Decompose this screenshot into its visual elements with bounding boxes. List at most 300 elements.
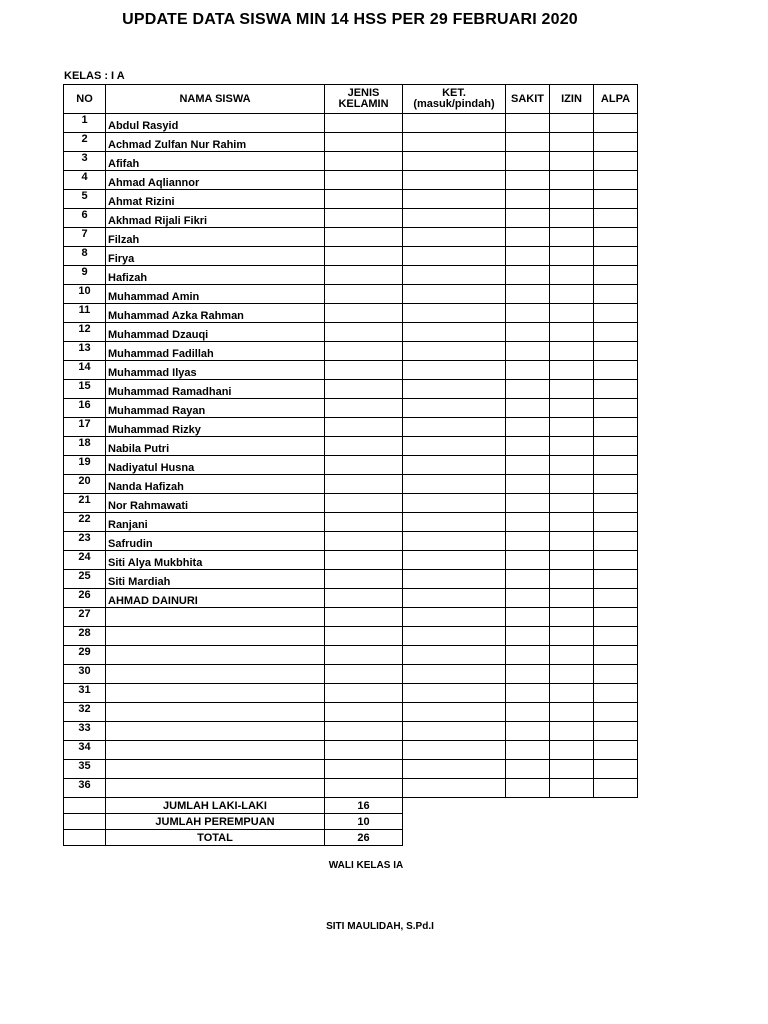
- student-name: [106, 684, 325, 703]
- cell-izin: [550, 171, 594, 190]
- cell-izin: [550, 779, 594, 798]
- cell-sakit: [506, 361, 550, 380]
- cell-jenis-kelamin: [325, 190, 403, 209]
- cell-jenis-kelamin: [325, 437, 403, 456]
- row-number: 21: [64, 494, 106, 513]
- col-header-ket: [403, 85, 506, 114]
- summary-row: [64, 814, 638, 830]
- cell-sakit: [506, 741, 550, 760]
- row-number: 13: [64, 342, 106, 361]
- summary-blank: [64, 814, 106, 830]
- row-number: 34: [64, 741, 106, 760]
- summary-label: JUMLAH LAKI-LAKI: [106, 798, 325, 814]
- table-row: [64, 114, 638, 133]
- student-name: Siti Alya Mukbhita: [106, 551, 325, 570]
- table-row: [64, 228, 638, 247]
- cell-izin: [550, 532, 594, 551]
- row-number: 11: [64, 304, 106, 323]
- cell-jenis-kelamin: [325, 285, 403, 304]
- cell-keterangan: [403, 266, 506, 285]
- row-number: 4: [64, 171, 106, 190]
- cell-sakit: [506, 209, 550, 228]
- summary-row: [64, 798, 638, 814]
- cell-jenis-kelamin: [325, 114, 403, 133]
- student-name: Nor Rahmawati: [106, 494, 325, 513]
- cell-keterangan: [403, 722, 506, 741]
- col-header-jenis-line1: JENIS: [347, 87, 380, 99]
- cell-izin: [550, 228, 594, 247]
- cell-keterangan: [403, 589, 506, 608]
- cell-alpa: [594, 684, 638, 703]
- row-number: 36: [64, 779, 106, 798]
- cell-sakit: [506, 380, 550, 399]
- student-name: Abdul Rasyid: [106, 114, 325, 133]
- table-header-row: [64, 85, 638, 114]
- cell-alpa: [594, 323, 638, 342]
- summary-label: TOTAL: [106, 830, 325, 846]
- cell-keterangan: [403, 399, 506, 418]
- table-row: [64, 152, 638, 171]
- cell-keterangan: [403, 532, 506, 551]
- student-name: Ranjani: [106, 513, 325, 532]
- table-row: [64, 266, 638, 285]
- cell-jenis-kelamin: [325, 589, 403, 608]
- student-name: Muhammad Fadillah: [106, 342, 325, 361]
- summary-empty: [403, 830, 638, 846]
- cell-izin: [550, 114, 594, 133]
- cell-izin: [550, 209, 594, 228]
- cell-keterangan: [403, 133, 506, 152]
- cell-sakit: [506, 418, 550, 437]
- cell-alpa: [594, 665, 638, 684]
- cell-jenis-kelamin: [325, 323, 403, 342]
- cell-izin: [550, 551, 594, 570]
- table-row: [64, 437, 638, 456]
- student-name: [106, 741, 325, 760]
- cell-izin: [550, 760, 594, 779]
- cell-sakit: [506, 133, 550, 152]
- cell-keterangan: [403, 114, 506, 133]
- cell-izin: [550, 665, 594, 684]
- cell-alpa: [594, 266, 638, 285]
- cell-jenis-kelamin: [325, 760, 403, 779]
- summary-label: JUMLAH PEREMPUAN: [106, 814, 325, 830]
- cell-alpa: [594, 494, 638, 513]
- cell-sakit: [506, 760, 550, 779]
- cell-jenis-kelamin: [325, 513, 403, 532]
- cell-alpa: [594, 304, 638, 323]
- table-row: [64, 456, 638, 475]
- row-number: 15: [64, 380, 106, 399]
- row-number: 32: [64, 703, 106, 722]
- student-name: [106, 646, 325, 665]
- cell-izin: [550, 247, 594, 266]
- cell-sakit: [506, 323, 550, 342]
- student-name: [106, 665, 325, 684]
- cell-sakit: [506, 551, 550, 570]
- student-name: Muhammad Rizky: [106, 418, 325, 437]
- table-row: [64, 190, 638, 209]
- summary-blank: [64, 798, 106, 814]
- row-number: 8: [64, 247, 106, 266]
- cell-sakit: [506, 684, 550, 703]
- table-row: [64, 361, 638, 380]
- table-row: [64, 513, 638, 532]
- cell-keterangan: [403, 475, 506, 494]
- summary-value: 16: [325, 798, 403, 814]
- table-row: [64, 646, 638, 665]
- student-name: Ahmad Aqliannor: [106, 171, 325, 190]
- row-number: 5: [64, 190, 106, 209]
- cell-keterangan: [403, 323, 506, 342]
- cell-sakit: [506, 722, 550, 741]
- cell-sakit: [506, 646, 550, 665]
- cell-alpa: [594, 228, 638, 247]
- class-label: KELAS : I A: [64, 70, 125, 82]
- table-row: [64, 627, 638, 646]
- cell-jenis-kelamin: [325, 133, 403, 152]
- cell-keterangan: [403, 152, 506, 171]
- cell-izin: [550, 190, 594, 209]
- student-name: Nabila Putri: [106, 437, 325, 456]
- cell-jenis-kelamin: [325, 456, 403, 475]
- table-row: [64, 247, 638, 266]
- student-name: Firya: [106, 247, 325, 266]
- cell-izin: [550, 380, 594, 399]
- row-number: 26: [64, 589, 106, 608]
- col-header-no: NO: [64, 85, 106, 114]
- cell-alpa: [594, 399, 638, 418]
- cell-sakit: [506, 513, 550, 532]
- row-number: 3: [64, 152, 106, 171]
- cell-sakit: [506, 437, 550, 456]
- row-number: 25: [64, 570, 106, 589]
- cell-jenis-kelamin: [325, 247, 403, 266]
- cell-alpa: [594, 380, 638, 399]
- summary-blank: [64, 830, 106, 846]
- cell-izin: [550, 456, 594, 475]
- row-number: 24: [64, 551, 106, 570]
- cell-keterangan: [403, 494, 506, 513]
- student-name: Muhammad Ramadhani: [106, 380, 325, 399]
- cell-keterangan: [403, 608, 506, 627]
- cell-sakit: [506, 475, 550, 494]
- cell-izin: [550, 741, 594, 760]
- cell-keterangan: [403, 760, 506, 779]
- cell-alpa: [594, 760, 638, 779]
- table-row: [64, 722, 638, 741]
- cell-alpa: [594, 513, 638, 532]
- row-number: 35: [64, 760, 106, 779]
- cell-sakit: [506, 779, 550, 798]
- cell-alpa: [594, 703, 638, 722]
- student-name: Siti Mardiah: [106, 570, 325, 589]
- table-row: [64, 323, 638, 342]
- row-number: 1: [64, 114, 106, 133]
- cell-alpa: [594, 456, 638, 475]
- cell-alpa: [594, 152, 638, 171]
- cell-jenis-kelamin: [325, 494, 403, 513]
- wali-kelas-label: WALI KELAS IA: [328, 860, 404, 871]
- cell-keterangan: [403, 285, 506, 304]
- row-number: 33: [64, 722, 106, 741]
- cell-jenis-kelamin: [325, 627, 403, 646]
- table-row: [64, 589, 638, 608]
- cell-alpa: [594, 741, 638, 760]
- student-name: [106, 760, 325, 779]
- cell-izin: [550, 475, 594, 494]
- row-number: 19: [64, 456, 106, 475]
- row-number: 16: [64, 399, 106, 418]
- cell-sakit: [506, 228, 550, 247]
- cell-jenis-kelamin: [325, 361, 403, 380]
- row-number: 10: [64, 285, 106, 304]
- cell-keterangan: [403, 627, 506, 646]
- student-name: Nadiyatul Husna: [106, 456, 325, 475]
- cell-keterangan: [403, 342, 506, 361]
- cell-sakit: [506, 304, 550, 323]
- cell-jenis-kelamin: [325, 380, 403, 399]
- cell-keterangan: [403, 684, 506, 703]
- col-header-alpa: ALPA: [594, 85, 638, 114]
- cell-izin: [550, 627, 594, 646]
- cell-jenis-kelamin: [325, 665, 403, 684]
- cell-izin: [550, 722, 594, 741]
- cell-izin: [550, 285, 594, 304]
- cell-jenis-kelamin: [325, 570, 403, 589]
- cell-jenis-kelamin: [325, 703, 403, 722]
- cell-sakit: [506, 627, 550, 646]
- cell-izin: [550, 133, 594, 152]
- row-number: 12: [64, 323, 106, 342]
- cell-alpa: [594, 551, 638, 570]
- cell-keterangan: [403, 741, 506, 760]
- cell-keterangan: [403, 247, 506, 266]
- cell-izin: [550, 703, 594, 722]
- cell-jenis-kelamin: [325, 608, 403, 627]
- cell-izin: [550, 418, 594, 437]
- cell-keterangan: [403, 361, 506, 380]
- cell-jenis-kelamin: [325, 551, 403, 570]
- cell-sakit: [506, 152, 550, 171]
- student-name: Muhammad Amin: [106, 285, 325, 304]
- cell-jenis-kelamin: [325, 342, 403, 361]
- cell-alpa: [594, 779, 638, 798]
- table-row: [64, 399, 638, 418]
- cell-jenis-kelamin: [325, 152, 403, 171]
- student-name: [106, 608, 325, 627]
- cell-alpa: [594, 532, 638, 551]
- student-name: [106, 703, 325, 722]
- cell-keterangan: [403, 513, 506, 532]
- cell-jenis-kelamin: [325, 532, 403, 551]
- cell-jenis-kelamin: [325, 722, 403, 741]
- cell-keterangan: [403, 209, 506, 228]
- cell-jenis-kelamin: [325, 741, 403, 760]
- page-title: UPDATE DATA SISWA MIN 14 HSS PER 29 FEBRUARI 2020: [122, 11, 578, 28]
- cell-sakit: [506, 114, 550, 133]
- cell-sakit: [506, 589, 550, 608]
- cell-alpa: [594, 361, 638, 380]
- cell-keterangan: [403, 418, 506, 437]
- row-number: 22: [64, 513, 106, 532]
- cell-jenis-kelamin: [325, 684, 403, 703]
- summary-empty: [403, 814, 638, 830]
- cell-keterangan: [403, 190, 506, 209]
- cell-izin: [550, 304, 594, 323]
- cell-sakit: [506, 665, 550, 684]
- cell-jenis-kelamin: [325, 304, 403, 323]
- cell-keterangan: [403, 437, 506, 456]
- student-name: AHMAD DAINURI: [106, 589, 325, 608]
- cell-jenis-kelamin: [325, 171, 403, 190]
- row-number: 9: [64, 266, 106, 285]
- col-header-sakit: SAKIT: [506, 85, 550, 114]
- cell-jenis-kelamin: [325, 399, 403, 418]
- col-header-jenis-kelamin: [325, 85, 403, 114]
- cell-alpa: [594, 133, 638, 152]
- table-row: [64, 475, 638, 494]
- cell-keterangan: [403, 570, 506, 589]
- row-number: 6: [64, 209, 106, 228]
- cell-keterangan: [403, 228, 506, 247]
- student-name: Afifah: [106, 152, 325, 171]
- student-table: [63, 84, 638, 846]
- summary-empty: [403, 798, 638, 814]
- student-name: Achmad Zulfan Nur Rahim: [106, 133, 325, 152]
- cell-sakit: [506, 570, 550, 589]
- cell-alpa: [594, 342, 638, 361]
- cell-alpa: [594, 114, 638, 133]
- cell-izin: [550, 323, 594, 342]
- cell-keterangan: [403, 171, 506, 190]
- cell-sakit: [506, 608, 550, 627]
- summary-row: [64, 830, 638, 846]
- cell-sakit: [506, 266, 550, 285]
- student-name: Muhammad Dzauqi: [106, 323, 325, 342]
- cell-sakit: [506, 494, 550, 513]
- student-name: Muhammad Azka Rahman: [106, 304, 325, 323]
- table-row: [64, 285, 638, 304]
- col-header-ket-line1: KET.: [442, 87, 466, 99]
- student-name: [106, 627, 325, 646]
- student-table-body: [64, 85, 638, 846]
- table-row: [64, 532, 638, 551]
- table-row: [64, 608, 638, 627]
- cell-izin: [550, 494, 594, 513]
- cell-izin: [550, 342, 594, 361]
- col-header-izin: IZIN: [550, 85, 594, 114]
- cell-alpa: [594, 589, 638, 608]
- summary-value: 10: [325, 814, 403, 830]
- cell-izin: [550, 646, 594, 665]
- cell-izin: [550, 361, 594, 380]
- table-row: [64, 418, 638, 437]
- table-row: [64, 703, 638, 722]
- cell-izin: [550, 437, 594, 456]
- student-name: Muhammad Ilyas: [106, 361, 325, 380]
- table-row: [64, 209, 638, 228]
- student-name: Hafizah: [106, 266, 325, 285]
- cell-alpa: [594, 646, 638, 665]
- row-number: 14: [64, 361, 106, 380]
- cell-sakit: [506, 399, 550, 418]
- row-number: 30: [64, 665, 106, 684]
- cell-sakit: [506, 342, 550, 361]
- cell-keterangan: [403, 304, 506, 323]
- table-row: [64, 342, 638, 361]
- row-number: 20: [64, 475, 106, 494]
- cell-jenis-kelamin: [325, 266, 403, 285]
- cell-keterangan: [403, 703, 506, 722]
- cell-alpa: [594, 570, 638, 589]
- cell-keterangan: [403, 380, 506, 399]
- student-name: Akhmad Rijali Fikri: [106, 209, 325, 228]
- cell-izin: [550, 513, 594, 532]
- cell-alpa: [594, 722, 638, 741]
- row-number: 18: [64, 437, 106, 456]
- table-row: [64, 665, 638, 684]
- student-name: Safrudin: [106, 532, 325, 551]
- cell-alpa: [594, 418, 638, 437]
- table-row: [64, 551, 638, 570]
- col-header-nama: NAMA SISWA: [106, 85, 325, 114]
- student-name: [106, 722, 325, 741]
- cell-izin: [550, 570, 594, 589]
- cell-sakit: [506, 532, 550, 551]
- cell-izin: [550, 266, 594, 285]
- cell-alpa: [594, 608, 638, 627]
- cell-sakit: [506, 171, 550, 190]
- table-row: [64, 304, 638, 323]
- cell-izin: [550, 684, 594, 703]
- cell-izin: [550, 399, 594, 418]
- cell-izin: [550, 608, 594, 627]
- cell-keterangan: [403, 456, 506, 475]
- cell-alpa: [594, 209, 638, 228]
- row-number: 23: [64, 532, 106, 551]
- cell-alpa: [594, 437, 638, 456]
- table-row: [64, 494, 638, 513]
- cell-jenis-kelamin: [325, 475, 403, 494]
- row-number: 17: [64, 418, 106, 437]
- table-row: [64, 760, 638, 779]
- cell-alpa: [594, 627, 638, 646]
- row-number: 2: [64, 133, 106, 152]
- student-name: [106, 779, 325, 798]
- cell-keterangan: [403, 665, 506, 684]
- table-row: [64, 570, 638, 589]
- summary-value: 26: [325, 830, 403, 846]
- cell-sakit: [506, 456, 550, 475]
- cell-alpa: [594, 285, 638, 304]
- table-row: [64, 741, 638, 760]
- student-name: Ahmat Rizini: [106, 190, 325, 209]
- cell-sakit: [506, 285, 550, 304]
- cell-alpa: [594, 171, 638, 190]
- cell-sakit: [506, 703, 550, 722]
- student-name: Nanda Hafizah: [106, 475, 325, 494]
- cell-sakit: [506, 247, 550, 266]
- cell-keterangan: [403, 646, 506, 665]
- cell-izin: [550, 152, 594, 171]
- row-number: 29: [64, 646, 106, 665]
- table-row: [64, 684, 638, 703]
- cell-jenis-kelamin: [325, 228, 403, 247]
- signatory-name: SITI MAULIDAH, S.Pd.I: [326, 921, 434, 932]
- row-number: 27: [64, 608, 106, 627]
- cell-jenis-kelamin: [325, 209, 403, 228]
